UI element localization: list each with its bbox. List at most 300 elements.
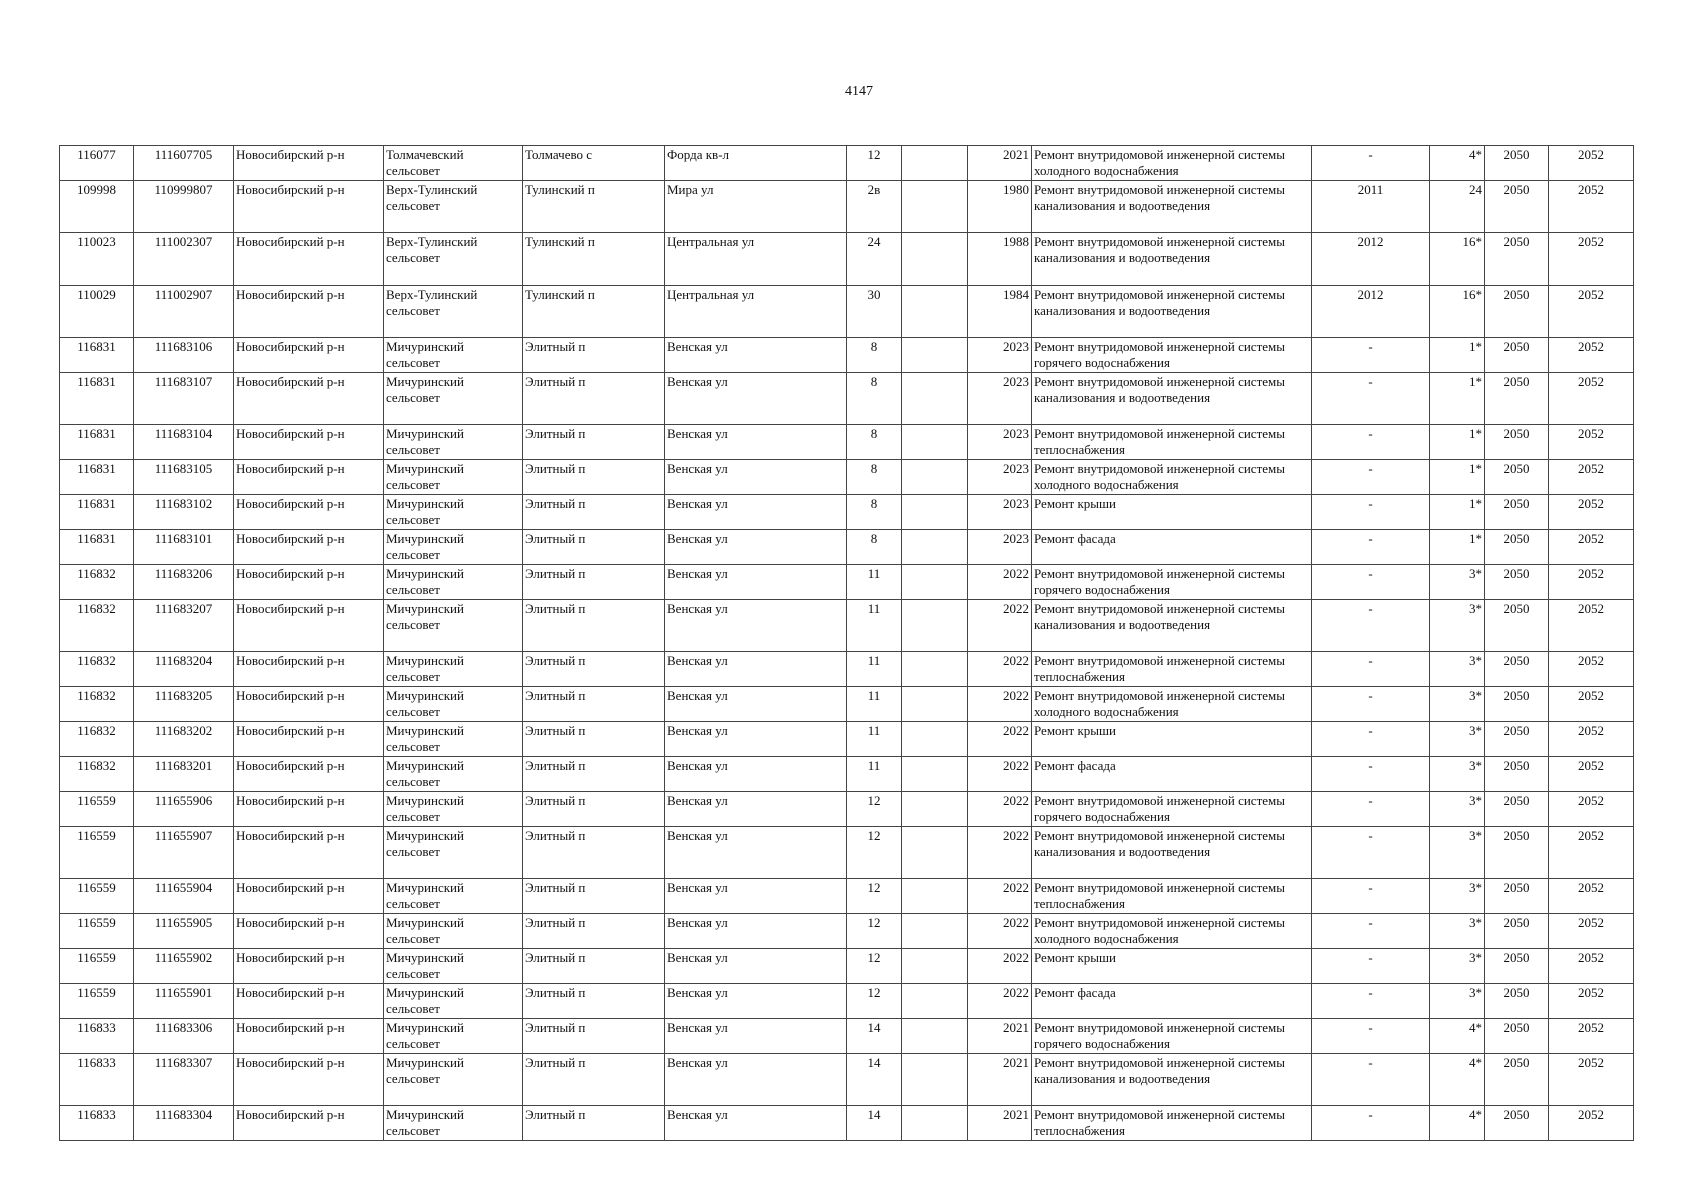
cell-work-id: 111683304 <box>134 1106 234 1141</box>
cell-building <box>902 1019 968 1054</box>
cell-work-id: 111655907 <box>134 827 234 879</box>
cell-building <box>902 914 968 949</box>
cell-priority: 4* <box>1430 1019 1485 1054</box>
cell-plan-end-year: 2052 <box>1549 286 1634 338</box>
cell-plan-start-year: 2050 <box>1485 984 1549 1019</box>
cell-house-id: 116832 <box>60 757 134 792</box>
cell-plan-end-year: 2052 <box>1549 879 1634 914</box>
cell-plan-start-year: 2050 <box>1485 460 1549 495</box>
cell-building <box>902 460 968 495</box>
table-row <box>60 879 1634 914</box>
cell-house-number: 12 <box>847 984 902 1019</box>
cell-last-repair-year: - <box>1312 495 1430 530</box>
cell-locality: Элитный п <box>523 1106 665 1141</box>
cell-work-id: 111655904 <box>134 879 234 914</box>
cell-work-type: Ремонт фасада <box>1032 757 1312 792</box>
cell-last-repair-year: - <box>1312 338 1430 373</box>
cell-district: Новосибирский р-н <box>234 949 384 984</box>
cell-locality: Элитный п <box>523 914 665 949</box>
cell-priority: 1* <box>1430 460 1485 495</box>
cell-construction-year: 2023 <box>968 425 1032 460</box>
cell-settlement-council: Мичуринский сельсовет <box>384 827 523 879</box>
cell-building <box>902 984 968 1019</box>
cell-last-repair-year: - <box>1312 949 1430 984</box>
cell-last-repair-year: - <box>1312 792 1430 827</box>
cell-street: Венская ул <box>665 338 847 373</box>
cell-district: Новосибирский р-н <box>234 460 384 495</box>
cell-locality: Элитный п <box>523 373 665 425</box>
cell-plan-start-year: 2050 <box>1485 373 1549 425</box>
cell-house-number: 11 <box>847 600 902 652</box>
cell-plan-start-year: 2050 <box>1485 146 1549 181</box>
cell-district: Новосибирский р-н <box>234 722 384 757</box>
cell-last-repair-year: 2012 <box>1312 233 1430 286</box>
cell-settlement-council: Толмачевский сельсовет <box>384 146 523 181</box>
table-row <box>60 373 1634 425</box>
cell-settlement-council: Верх-Тулинский сельсовет <box>384 286 523 338</box>
cell-plan-end-year: 2052 <box>1549 914 1634 949</box>
table-row <box>60 687 1634 722</box>
cell-locality: Тулинский п <box>523 286 665 338</box>
cell-locality: Элитный п <box>523 425 665 460</box>
cell-priority: 3* <box>1430 652 1485 687</box>
cell-plan-end-year: 2052 <box>1549 792 1634 827</box>
cell-plan-start-year: 2050 <box>1485 600 1549 652</box>
cell-settlement-council: Мичуринский сельсовет <box>384 1054 523 1106</box>
cell-construction-year: 2022 <box>968 984 1032 1019</box>
cell-house-id: 116832 <box>60 600 134 652</box>
cell-plan-start-year: 2050 <box>1485 495 1549 530</box>
cell-construction-year: 2022 <box>968 914 1032 949</box>
cell-district: Новосибирский р-н <box>234 338 384 373</box>
cell-locality: Толмачево с <box>523 146 665 181</box>
table-row <box>60 914 1634 949</box>
cell-house-id: 116832 <box>60 687 134 722</box>
cell-settlement-council: Верх-Тулинский сельсовет <box>384 233 523 286</box>
cell-house-id: 116559 <box>60 984 134 1019</box>
cell-house-id: 116832 <box>60 722 134 757</box>
cell-construction-year: 2022 <box>968 600 1032 652</box>
cell-priority: 4* <box>1430 1054 1485 1106</box>
cell-last-repair-year: - <box>1312 565 1430 600</box>
cell-work-type: Ремонт внутридомовой инженерной системы холодного водоснабжения <box>1032 914 1312 949</box>
cell-last-repair-year: 2012 <box>1312 286 1430 338</box>
cell-construction-year: 2022 <box>968 722 1032 757</box>
cell-district: Новосибирский р-н <box>234 146 384 181</box>
cell-house-id: 116559 <box>60 792 134 827</box>
cell-priority: 1* <box>1430 338 1485 373</box>
cell-building <box>902 233 968 286</box>
cell-plan-end-year: 2052 <box>1549 233 1634 286</box>
cell-work-id: 111655906 <box>134 792 234 827</box>
table-row <box>60 792 1634 827</box>
cell-work-type: Ремонт внутридомовой инженерной системы горячего водоснабжения <box>1032 1019 1312 1054</box>
cell-construction-year: 2023 <box>968 373 1032 425</box>
cell-settlement-council: Мичуринский сельсовет <box>384 460 523 495</box>
cell-house-number: 8 <box>847 338 902 373</box>
cell-plan-end-year: 2052 <box>1549 530 1634 565</box>
cell-construction-year: 2023 <box>968 338 1032 373</box>
cell-street: Венская ул <box>665 495 847 530</box>
cell-locality: Элитный п <box>523 652 665 687</box>
cell-plan-start-year: 2050 <box>1485 565 1549 600</box>
cell-plan-start-year: 2050 <box>1485 181 1549 233</box>
cell-district: Новосибирский р-н <box>234 652 384 687</box>
cell-plan-end-year: 2052 <box>1549 425 1634 460</box>
table-row <box>60 652 1634 687</box>
cell-house-number: 14 <box>847 1054 902 1106</box>
cell-last-repair-year: - <box>1312 425 1430 460</box>
cell-construction-year: 1984 <box>968 286 1032 338</box>
cell-construction-year: 2021 <box>968 1019 1032 1054</box>
cell-last-repair-year: - <box>1312 687 1430 722</box>
cell-house-id: 116831 <box>60 425 134 460</box>
cell-settlement-council: Мичуринский сельсовет <box>384 600 523 652</box>
cell-locality: Элитный п <box>523 722 665 757</box>
cell-locality: Элитный п <box>523 1054 665 1106</box>
cell-house-number: 12 <box>847 879 902 914</box>
cell-locality: Элитный п <box>523 600 665 652</box>
cell-last-repair-year: - <box>1312 146 1430 181</box>
cell-work-type: Ремонт внутридомовой инженерной системы теплоснабжения <box>1032 425 1312 460</box>
cell-district: Новосибирский р-н <box>234 1054 384 1106</box>
cell-work-id: 111683104 <box>134 425 234 460</box>
table-row <box>60 530 1634 565</box>
cell-house-id: 116559 <box>60 914 134 949</box>
cell-house-number: 11 <box>847 722 902 757</box>
cell-work-type: Ремонт крыши <box>1032 949 1312 984</box>
cell-locality: Элитный п <box>523 687 665 722</box>
table-row <box>60 495 1634 530</box>
cell-settlement-council: Мичуринский сельсовет <box>384 757 523 792</box>
cell-priority: 3* <box>1430 879 1485 914</box>
cell-last-repair-year: - <box>1312 914 1430 949</box>
cell-house-id: 116831 <box>60 495 134 530</box>
cell-priority: 16* <box>1430 286 1485 338</box>
cell-house-number: 12 <box>847 914 902 949</box>
cell-house-number: 11 <box>847 565 902 600</box>
cell-house-number: 8 <box>847 530 902 565</box>
cell-street: Венская ул <box>665 1054 847 1106</box>
cell-house-number: 8 <box>847 425 902 460</box>
table-row <box>60 722 1634 757</box>
cell-district: Новосибирский р-н <box>234 984 384 1019</box>
cell-plan-end-year: 2052 <box>1549 1019 1634 1054</box>
table-row <box>60 565 1634 600</box>
cell-work-type: Ремонт внутридомовой инженерной системы канализования и водоотведения <box>1032 600 1312 652</box>
cell-priority: 3* <box>1430 792 1485 827</box>
cell-district: Новосибирский р-н <box>234 495 384 530</box>
cell-building <box>902 373 968 425</box>
cell-house-id: 110023 <box>60 233 134 286</box>
cell-building <box>902 949 968 984</box>
cell-street: Венская ул <box>665 722 847 757</box>
cell-last-repair-year: - <box>1312 1019 1430 1054</box>
cell-priority: 4* <box>1430 146 1485 181</box>
cell-priority: 4* <box>1430 1106 1485 1141</box>
cell-work-type: Ремонт внутридомовой инженерной системы холодного водоснабжения <box>1032 146 1312 181</box>
cell-locality: Элитный п <box>523 827 665 879</box>
cell-district: Новосибирский р-н <box>234 233 384 286</box>
cell-last-repair-year: - <box>1312 757 1430 792</box>
cell-priority: 3* <box>1430 722 1485 757</box>
table-row <box>60 181 1634 233</box>
cell-work-type: Ремонт внутридомовой инженерной системы холодного водоснабжения <box>1032 687 1312 722</box>
cell-house-id: 116833 <box>60 1054 134 1106</box>
cell-building <box>902 286 968 338</box>
cell-work-type: Ремонт внутридомовой инженерной системы канализования и водоотведения <box>1032 1054 1312 1106</box>
cell-building <box>902 530 968 565</box>
table-body <box>60 146 1634 1141</box>
cell-settlement-council: Мичуринский сельсовет <box>384 984 523 1019</box>
cell-plan-start-year: 2050 <box>1485 914 1549 949</box>
cell-locality: Тулинский п <box>523 181 665 233</box>
cell-priority: 3* <box>1430 914 1485 949</box>
table-row <box>60 460 1634 495</box>
cell-house-id: 109998 <box>60 181 134 233</box>
cell-street: Мира ул <box>665 181 847 233</box>
cell-settlement-council: Мичуринский сельсовет <box>384 425 523 460</box>
cell-work-id: 111607705 <box>134 146 234 181</box>
cell-last-repair-year: - <box>1312 984 1430 1019</box>
cell-building <box>902 792 968 827</box>
cell-plan-start-year: 2050 <box>1485 687 1549 722</box>
cell-settlement-council: Мичуринский сельсовет <box>384 530 523 565</box>
cell-work-type: Ремонт внутридомовой инженерной системы канализования и водоотведения <box>1032 827 1312 879</box>
cell-plan-end-year: 2052 <box>1549 984 1634 1019</box>
cell-settlement-council: Мичуринский сельсовет <box>384 1019 523 1054</box>
cell-district: Новосибирский р-н <box>234 565 384 600</box>
cell-priority: 1* <box>1430 425 1485 460</box>
cell-work-id: 111683306 <box>134 1019 234 1054</box>
cell-construction-year: 2021 <box>968 1054 1032 1106</box>
cell-plan-start-year: 2050 <box>1485 792 1549 827</box>
cell-plan-end-year: 2052 <box>1549 600 1634 652</box>
cell-settlement-council: Мичуринский сельсовет <box>384 338 523 373</box>
cell-district: Новосибирский р-н <box>234 1019 384 1054</box>
cell-street: Венская ул <box>665 792 847 827</box>
cell-plan-start-year: 2050 <box>1485 652 1549 687</box>
cell-work-id: 111655902 <box>134 949 234 984</box>
cell-plan-end-year: 2052 <box>1549 1106 1634 1141</box>
cell-last-repair-year: - <box>1312 530 1430 565</box>
cell-district: Новосибирский р-н <box>234 425 384 460</box>
cell-house-number: 2в <box>847 181 902 233</box>
cell-building <box>902 181 968 233</box>
cell-house-id: 116831 <box>60 338 134 373</box>
cell-plan-end-year: 2052 <box>1549 687 1634 722</box>
cell-plan-end-year: 2052 <box>1549 495 1634 530</box>
cell-street: Венская ул <box>665 984 847 1019</box>
cell-street: Форда кв-л <box>665 146 847 181</box>
cell-building <box>902 425 968 460</box>
cell-house-number: 8 <box>847 373 902 425</box>
cell-house-id: 116831 <box>60 373 134 425</box>
cell-district: Новосибирский р-н <box>234 757 384 792</box>
cell-work-id: 111683205 <box>134 687 234 722</box>
cell-locality: Элитный п <box>523 1019 665 1054</box>
cell-work-id: 111683105 <box>134 460 234 495</box>
cell-plan-end-year: 2052 <box>1549 181 1634 233</box>
cell-plan-start-year: 2050 <box>1485 827 1549 879</box>
cell-locality: Элитный п <box>523 879 665 914</box>
cell-construction-year: 2023 <box>968 530 1032 565</box>
cell-settlement-council: Мичуринский сельсовет <box>384 792 523 827</box>
cell-house-number: 12 <box>847 146 902 181</box>
cell-plan-end-year: 2052 <box>1549 338 1634 373</box>
cell-street: Венская ул <box>665 914 847 949</box>
table-row <box>60 425 1634 460</box>
cell-house-id: 116832 <box>60 652 134 687</box>
cell-work-type: Ремонт внутридомовой инженерной системы теплоснабжения <box>1032 652 1312 687</box>
cell-settlement-council: Мичуринский сельсовет <box>384 722 523 757</box>
cell-last-repair-year: - <box>1312 1054 1430 1106</box>
cell-street: Венская ул <box>665 1019 847 1054</box>
cell-work-type: Ремонт внутридомовой инженерной системы канализования и водоотведения <box>1032 181 1312 233</box>
cell-priority: 3* <box>1430 687 1485 722</box>
cell-work-type: Ремонт внутридомовой инженерной системы горячего водоснабжения <box>1032 338 1312 373</box>
cell-district: Новосибирский р-н <box>234 181 384 233</box>
repair-schedule-table <box>59 145 1634 1141</box>
cell-plan-start-year: 2050 <box>1485 879 1549 914</box>
cell-building <box>902 495 968 530</box>
cell-settlement-council: Верх-Тулинский сельсовет <box>384 181 523 233</box>
cell-locality: Тулинский п <box>523 233 665 286</box>
cell-settlement-council: Мичуринский сельсовет <box>384 495 523 530</box>
cell-building <box>902 1106 968 1141</box>
cell-plan-start-year: 2050 <box>1485 757 1549 792</box>
cell-house-number: 11 <box>847 687 902 722</box>
cell-work-type: Ремонт внутридомовой инженерной системы холодного водоснабжения <box>1032 460 1312 495</box>
table-row <box>60 757 1634 792</box>
cell-work-type: Ремонт внутридомовой инженерной системы горячего водоснабжения <box>1032 792 1312 827</box>
cell-work-id: 111683206 <box>134 565 234 600</box>
cell-work-id: 111683106 <box>134 338 234 373</box>
cell-work-id: 111683204 <box>134 652 234 687</box>
cell-building <box>902 146 968 181</box>
cell-work-type: Ремонт фасада <box>1032 984 1312 1019</box>
cell-work-id: 111683201 <box>134 757 234 792</box>
table-row <box>60 233 1634 286</box>
cell-work-id: 111683307 <box>134 1054 234 1106</box>
cell-plan-start-year: 2050 <box>1485 286 1549 338</box>
cell-priority: 16* <box>1430 233 1485 286</box>
cell-street: Венская ул <box>665 652 847 687</box>
cell-settlement-council: Мичуринский сельсовет <box>384 565 523 600</box>
cell-locality: Элитный п <box>523 495 665 530</box>
cell-building <box>902 879 968 914</box>
cell-settlement-council: Мичуринский сельсовет <box>384 1106 523 1141</box>
table-row <box>60 286 1634 338</box>
cell-plan-start-year: 2050 <box>1485 949 1549 984</box>
table-row <box>60 338 1634 373</box>
cell-work-type: Ремонт крыши <box>1032 722 1312 757</box>
table-row <box>60 146 1634 181</box>
page-number: 4147 <box>845 84 873 99</box>
cell-plan-start-year: 2050 <box>1485 1054 1549 1106</box>
cell-work-id: 111683101 <box>134 530 234 565</box>
cell-priority: 1* <box>1430 495 1485 530</box>
cell-street: Центральная ул <box>665 233 847 286</box>
cell-construction-year: 1988 <box>968 233 1032 286</box>
cell-work-type: Ремонт внутридомовой инженерной системы канализования и водоотведения <box>1032 373 1312 425</box>
cell-work-type: Ремонт внутридомовой инженерной системы горячего водоснабжения <box>1032 565 1312 600</box>
cell-house-id: 116833 <box>60 1019 134 1054</box>
cell-locality: Элитный п <box>523 949 665 984</box>
cell-locality: Элитный п <box>523 757 665 792</box>
cell-construction-year: 2022 <box>968 565 1032 600</box>
cell-house-id: 116832 <box>60 565 134 600</box>
cell-house-id: 116559 <box>60 949 134 984</box>
cell-priority: 3* <box>1430 949 1485 984</box>
table-row <box>60 984 1634 1019</box>
cell-house-id: 116833 <box>60 1106 134 1141</box>
cell-construction-year: 2022 <box>968 879 1032 914</box>
cell-street: Венская ул <box>665 373 847 425</box>
cell-district: Новосибирский р-н <box>234 600 384 652</box>
cell-locality: Элитный п <box>523 565 665 600</box>
cell-priority: 3* <box>1430 827 1485 879</box>
cell-building <box>902 338 968 373</box>
cell-house-id: 116559 <box>60 879 134 914</box>
cell-house-number: 8 <box>847 460 902 495</box>
cell-house-number: 11 <box>847 652 902 687</box>
cell-district: Новосибирский р-н <box>234 286 384 338</box>
cell-house-number: 12 <box>847 827 902 879</box>
table-row <box>60 600 1634 652</box>
cell-work-type: Ремонт внутридомовой инженерной системы канализования и водоотведения <box>1032 233 1312 286</box>
cell-work-id: 111655901 <box>134 984 234 1019</box>
cell-house-id: 116831 <box>60 530 134 565</box>
cell-last-repair-year: - <box>1312 1106 1430 1141</box>
cell-plan-end-year: 2052 <box>1549 146 1634 181</box>
cell-settlement-council: Мичуринский сельсовет <box>384 687 523 722</box>
cell-last-repair-year: - <box>1312 373 1430 425</box>
cell-district: Новосибирский р-н <box>234 373 384 425</box>
cell-plan-end-year: 2052 <box>1549 652 1634 687</box>
cell-work-id: 111683202 <box>134 722 234 757</box>
cell-plan-start-year: 2050 <box>1485 530 1549 565</box>
cell-last-repair-year: 2011 <box>1312 181 1430 233</box>
cell-house-id: 116559 <box>60 827 134 879</box>
table-row <box>60 1054 1634 1106</box>
cell-construction-year: 1980 <box>968 181 1032 233</box>
cell-work-type: Ремонт крыши <box>1032 495 1312 530</box>
cell-street: Венская ул <box>665 879 847 914</box>
cell-house-id: 116831 <box>60 460 134 495</box>
cell-work-id: 111002307 <box>134 233 234 286</box>
cell-last-repair-year: - <box>1312 827 1430 879</box>
cell-street: Венская ул <box>665 600 847 652</box>
cell-district: Новосибирский р-н <box>234 530 384 565</box>
cell-plan-start-year: 2050 <box>1485 1106 1549 1141</box>
cell-work-id: 110999807 <box>134 181 234 233</box>
cell-work-id: 111655905 <box>134 914 234 949</box>
cell-street: Венская ул <box>665 1106 847 1141</box>
cell-street: Венская ул <box>665 827 847 879</box>
cell-work-id: 111683107 <box>134 373 234 425</box>
cell-plan-end-year: 2052 <box>1549 373 1634 425</box>
cell-street: Венская ул <box>665 757 847 792</box>
cell-plan-start-year: 2050 <box>1485 425 1549 460</box>
cell-district: Новосибирский р-н <box>234 1106 384 1141</box>
cell-building <box>902 757 968 792</box>
cell-district: Новосибирский р-н <box>234 827 384 879</box>
cell-locality: Элитный п <box>523 792 665 827</box>
cell-construction-year: 2022 <box>968 792 1032 827</box>
cell-building <box>902 687 968 722</box>
cell-last-repair-year: - <box>1312 879 1430 914</box>
